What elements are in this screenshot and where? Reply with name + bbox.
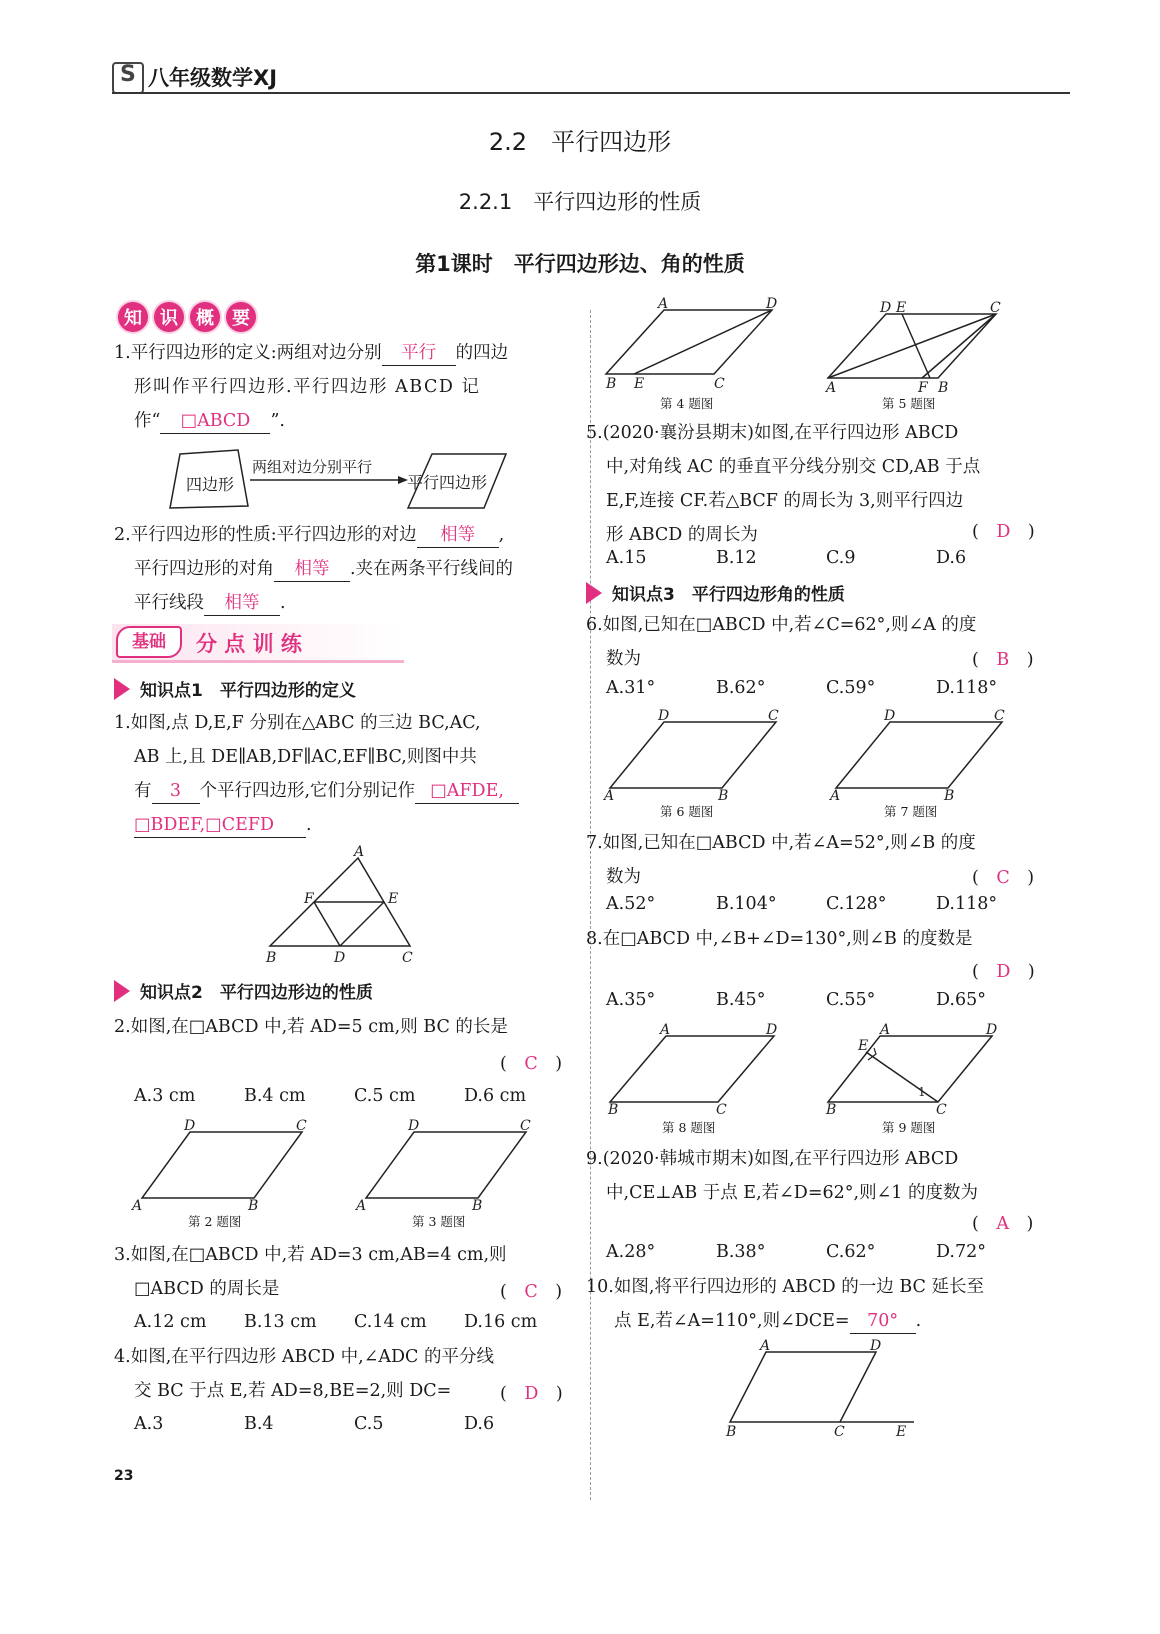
right-q7: 7.如图,已知在□ABCD 中,若∠A=52°,则∠B 的度 数为	[586, 833, 976, 887]
svg-text:D: D	[334, 950, 346, 966]
right-q8-answer: ( D )	[972, 962, 1035, 982]
right-q9-options: A.28° B.38° C.62° D.72°	[606, 1242, 986, 1262]
overview-q2: 2.平行四边形的性质:平行四边形的对边 相等 , 平行四边形的对角 相等 .夹在两条平行线间的 平行线段 相等 .	[114, 518, 554, 620]
caption-fig6: 第 6 题图	[660, 804, 714, 819]
svg-text:E: E	[896, 300, 907, 316]
svg-text:B: B	[944, 788, 955, 804]
svg-text:C: C	[716, 1102, 727, 1118]
figure-q7-parallelogram	[830, 708, 1020, 804]
svg-text:B: B	[826, 1102, 837, 1118]
caption-fig7: 第 7 题图	[884, 804, 938, 819]
svg-text:A: A	[880, 1022, 891, 1038]
practice-banner-title: 分 点 训 练	[196, 632, 302, 656]
left-q2: 2.如图,在□ABCD 中,若 AD=5 cm,则 BC 的长是	[114, 1017, 508, 1037]
svg-text:A: A	[356, 1198, 367, 1214]
right-q7-answer: ( C )	[972, 868, 1035, 888]
knowledge-point-2: 知识点2 平行四边形边的性质	[114, 978, 373, 1003]
svg-text:D: D	[408, 1118, 420, 1134]
svg-text:B: B	[472, 1198, 483, 1214]
svg-text:F: F	[918, 380, 928, 396]
right-q6-answer: ( B )	[972, 650, 1034, 670]
svg-text:C: C	[768, 708, 779, 724]
svg-text:D: D	[184, 1118, 196, 1134]
svg-text:F: F	[304, 891, 314, 907]
right-q9-answer: ( A )	[972, 1214, 1034, 1234]
right-q5: 5.(2020·襄汾县期末)如图,在平行四边形 ABCD 中,对角线 AC 的垂直平分线分别交 CD,AB 于点 E,F,连接 CF.若△BCF 的周长为 3,则平行四边 形 ABCD 的周长为	[586, 423, 981, 545]
svg-text:E: E	[858, 1038, 869, 1054]
section-title: 2.2 平行四边形	[488, 128, 672, 156]
svg-text:B: B	[726, 1424, 737, 1440]
svg-text:C: C	[834, 1424, 845, 1440]
left-q2-options: A.3 cm B.4 cm C.5 cm D.6 cm	[134, 1086, 527, 1106]
left-q4: 4.如图,在平行四边形 ABCD 中,∠ADC 的平分线 交 BC 于点 E,若 AD=8,BE=2,则 DC=	[114, 1347, 494, 1401]
left-q3: 3.如图,在□ABCD 中,若 AD=3 cm,AB=4 cm,则 □ABCD 的周长是	[114, 1245, 507, 1299]
lesson-title: 第1课时 平行四边形边、角的性质	[415, 252, 745, 276]
caption-fig4: 第 4 题图	[660, 396, 714, 411]
figure-q6-parallelogram	[604, 708, 794, 804]
figure-q5-parallelogram	[826, 298, 1016, 396]
practice-banner-tag: 基础	[116, 626, 182, 658]
svg-text:C: C	[402, 950, 413, 966]
figure-q10-parallelogram	[726, 1336, 926, 1442]
knowledge-point-1: 知识点1 平行四边形的定义	[114, 676, 356, 701]
header-book-title: 八年级数学XJ	[148, 66, 278, 90]
figure-q4-parallelogram	[604, 296, 784, 390]
left-q3-answer: ( C )	[500, 1282, 563, 1302]
knowledge-point-3: 知识点3 平行四边形角的性质	[586, 580, 845, 605]
svg-text:B: B	[718, 788, 729, 804]
header-rule	[112, 92, 1070, 94]
caption-fig5: 第 5 题图	[882, 396, 936, 411]
svg-text:C: C	[296, 1118, 307, 1134]
right-q8: 8.在□ABCD 中,∠B+∠D=130°,则∠B 的度数是	[586, 929, 973, 949]
svg-text:C: C	[714, 376, 725, 392]
svg-text:E: E	[896, 1424, 907, 1440]
svg-text:B: B	[606, 376, 617, 392]
right-q5-options: A.15 B.12 C.9 D.6	[606, 548, 967, 568]
left-q1: 1.如图,点 D,E,F 分别在△ABC 的三边 BC,AC, AB 上,且 DE∥AB,DF∥AC,EF∥BC,则图中共 有 3 个平行四边形,它们分别记作 □AFDE, □BDEF,□CEFD .	[114, 706, 554, 842]
overview-q1: 1.平行四边形的定义:两组对边分别 平行 的四边 形叫作平行四边形.平行四边形 ABCD 记 作“ □ABCD ”.	[114, 336, 554, 438]
right-q7-options: A.52° B.104° C.128° D.118°	[606, 894, 998, 914]
svg-text:C: C	[520, 1118, 531, 1134]
caption-fig9: 第 9 题图	[882, 1120, 936, 1135]
svg-text:D: D	[766, 1022, 778, 1038]
figure-q8-parallelogram	[606, 1020, 786, 1116]
caption-fig3: 第 3 题图	[412, 1214, 466, 1229]
right-q9: 9.(2020·韩城市期末)如图,在平行四边形 ABCD 中,CE⊥AB 于点 E,若∠D=62°,则∠1 的度数为	[586, 1149, 978, 1203]
diagram-arrow-label: 两组对边分别平行	[252, 458, 373, 476]
svg-text:B: B	[248, 1198, 259, 1214]
svg-text:A: A	[132, 1198, 143, 1214]
svg-text:D: D	[870, 1338, 882, 1354]
right-q6: 6.如图,已知在□ABCD 中,若∠C=62°,则∠A 的度 数为	[586, 615, 977, 669]
figure-q9-parallelogram	[826, 1020, 1016, 1116]
svg-text:E: E	[388, 891, 399, 907]
figure-q2-parallelogram	[132, 1118, 312, 1214]
subsection-title: 2.2.1 平行四边形的性质	[458, 190, 702, 214]
svg-text:A: A	[760, 1338, 771, 1354]
svg-text:D: D	[986, 1022, 998, 1038]
svg-text:B: B	[608, 1102, 619, 1118]
svg-text:C: C	[994, 708, 1005, 724]
svg-text:A: A	[830, 788, 841, 804]
right-q8-options: A.35° B.45° C.55° D.65°	[606, 990, 986, 1010]
right-q6-options: A.31° B.62° C.59° D.118°	[606, 678, 998, 698]
svg-text:D: D	[766, 296, 778, 312]
figure-q3-parallelogram	[356, 1118, 536, 1214]
svg-text:A: A	[826, 380, 837, 396]
left-q3-options: A.12 cm B.13 cm C.14 cm D.16 cm	[134, 1312, 538, 1332]
left-q4-answer: ( D )	[500, 1384, 563, 1404]
caption-fig8: 第 8 题图	[662, 1120, 716, 1135]
svg-text:E: E	[634, 376, 645, 392]
svg-text:B: B	[938, 380, 949, 396]
diagram-left-label: 四边形	[186, 475, 235, 494]
header-logo-letter: S	[120, 62, 136, 87]
svg-text:1: 1	[918, 1085, 926, 1099]
page-number: 23	[114, 1468, 134, 1484]
svg-text:A: A	[660, 1022, 671, 1038]
svg-text:C: C	[990, 300, 1001, 316]
svg-text:A: A	[604, 788, 615, 804]
svg-text:D: D	[884, 708, 896, 724]
svg-text:A: A	[658, 296, 669, 312]
svg-text:B: B	[266, 950, 277, 966]
svg-text:D: D	[880, 300, 892, 316]
figure-q1-triangle	[264, 844, 424, 966]
overview-badge: 知 识 概 要	[116, 300, 260, 334]
right-q10: 10.如图,将平行四边形的 ABCD 的一边 BC 延长至 点 E,若∠A=110°,则∠DCE= 70° .	[586, 1270, 1026, 1338]
diagram-right-label: 平行四边形	[407, 473, 488, 492]
left-q2-answer: ( C )	[500, 1054, 563, 1074]
caption-fig2: 第 2 题图	[188, 1214, 242, 1229]
svg-text:D: D	[658, 708, 670, 724]
right-q5-answer: ( D )	[972, 522, 1035, 542]
left-q4-options: A.3 B.4 C.5 D.6	[134, 1414, 495, 1434]
svg-text:C: C	[936, 1102, 947, 1118]
svg-text:A: A	[354, 844, 365, 860]
